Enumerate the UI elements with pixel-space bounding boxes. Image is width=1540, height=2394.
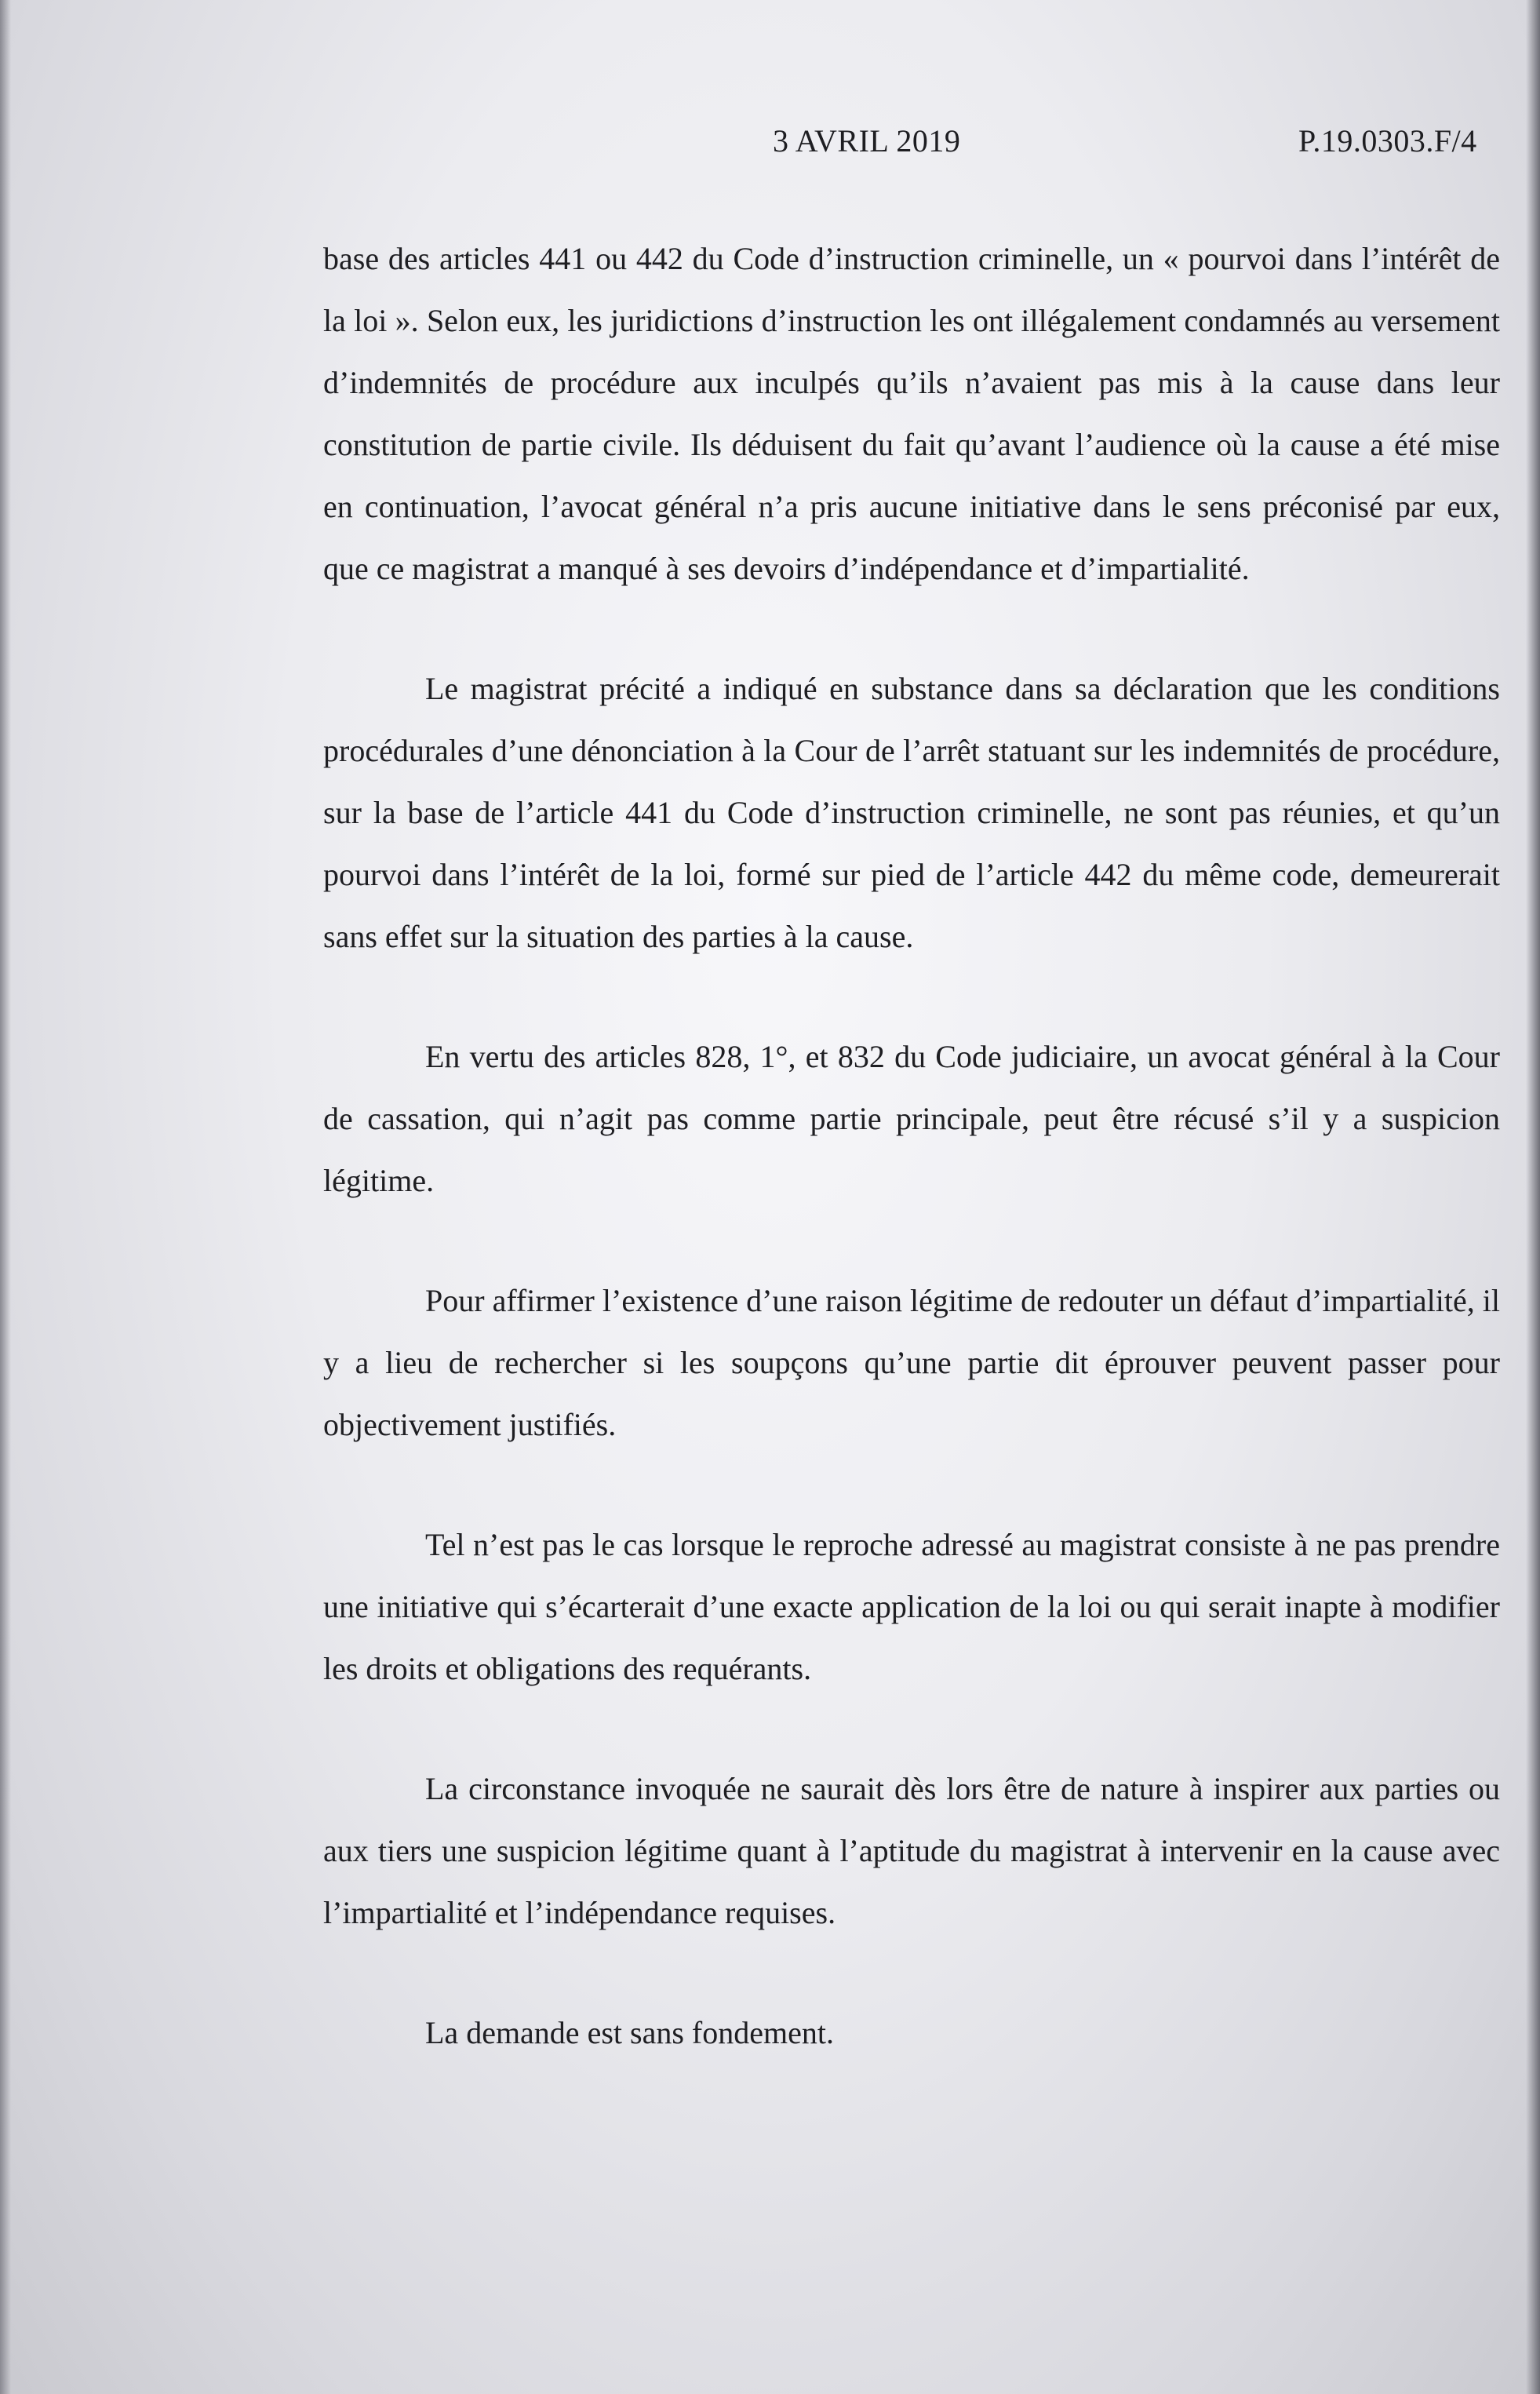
header-reference: P.19.0303.F/4 [1298,123,1477,159]
page-shadow-right [1526,0,1540,2394]
paragraph-decision: La demande est sans fondement. [425,2015,834,2050]
header-date: 3 AVRIL 2019 [773,123,961,159]
paragraph-conclusion-circumstance: La circonstance invoquée ne saurait dès lors être de nature à inspirer aux parties ou aux tiers une suspicion légitime quant à l’aptitude du magistrat à intervenir en la cause avec l’impartialité et l’indépendance requises. [323,1771,1500,1930]
paragraph-impartiality-test: Pour affirmer l’existence d’une raison légitime de redouter un défaut d’impartialité, il y a lieu de rechercher si les soupçons qu’une partie dit éprouver peuvent passer pour objectivement justifiés. [323,1283,1500,1442]
page-shadow-left [0,0,11,2394]
paragraph-continuation: base des articles 441 ou 442 du Code d’instruction criminelle, un « pourvoi dans l’intérêt de la loi ». Selon eux, les juridictions d’instruction les ont illégalement condamnés au versement d’indemnités de procédure aux inculpés qu’ils n’avaient pas mis à la cause dans leur constitution de partie civile. Ils déduisent du fait qu’avant l’audience où la cause a été mise en continuation, l’avocat général n’a pris aucune initiative dans le sens préconisé par eux, que ce magistrat a manqué à ses devoirs d’indépendance et d’impartialité. [323,241,1500,586]
paragraph-reproach-analysis: Tel n’est pas le cas lorsque le reproche adressé au magistrat consiste à ne pas prendre une initiative qui s’écarterait d’une exacte application de la loi ou qui serait inapte à modifier les droits et obligations des requérants. [323,1527,1500,1686]
paragraph-legal-basis: En vertu des articles 828, 1°, et 832 du Code judiciaire, un avocat général à la Cour de cassation, qui n’agit pas comme partie principale, peut être récusé s’il y a suspicion légitime. [323,1039,1500,1198]
document-body [323,228,1500,2064]
paragraph-magistrate-declaration: Le magistrat précité a indiqué en substance dans sa déclaration que les conditions procédurales d’une dénonciation à la Cour de l’arrêt statuant sur les indemnités de procédure, sur la base de l’article 441 du Code d’instruction criminelle, ne sont pas réunies, et qu’un pourvoi dans l’intérêt de la loi, formé sur pied de l’article 442 du même code, demeurerait sans effet sur la situation des parties à la cause. [323,671,1500,954]
